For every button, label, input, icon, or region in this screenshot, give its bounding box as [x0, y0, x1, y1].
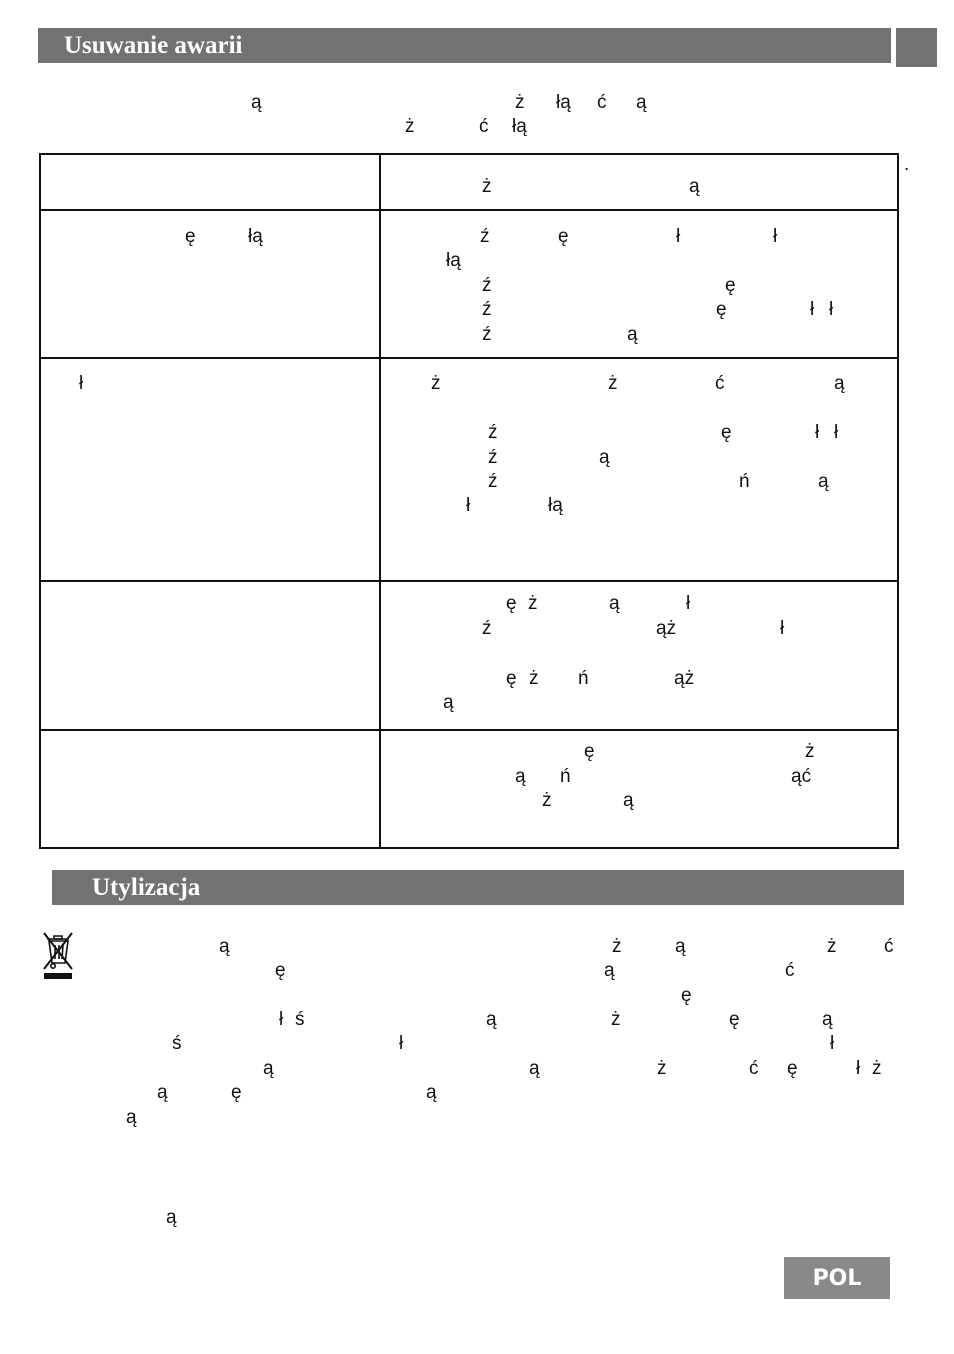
text-fragment: ł [815, 422, 820, 443]
crossed-out-wheelie-bin-icon [38, 927, 78, 983]
table-row-divider [39, 209, 899, 211]
table-row-divider [39, 357, 899, 359]
table-row-divider [39, 580, 899, 582]
text-fragment: ą [675, 936, 686, 957]
text-fragment: ę [185, 226, 196, 247]
table-row-divider [39, 729, 899, 731]
text-fragment: ą [834, 373, 845, 394]
text-fragment: ą [486, 1009, 497, 1030]
text-fragment: ź [488, 471, 498, 492]
text-fragment: ę [716, 299, 727, 320]
text-fragment: ą [219, 936, 230, 957]
text-fragment: ł [830, 1033, 835, 1054]
text-fragment: ą [166, 1207, 177, 1228]
text-fragment: ż [528, 593, 538, 614]
text-fragment: ą [157, 1082, 168, 1103]
text-fragment: ś [295, 1009, 305, 1030]
text-fragment: łą [548, 495, 563, 516]
text-fragment: ę [558, 226, 569, 247]
table-column-divider [379, 153, 381, 849]
text-fragment: ż [611, 1009, 621, 1030]
text-fragment: ć [749, 1058, 759, 1079]
text-fragment: ż [612, 936, 622, 957]
text-fragment: ą [818, 471, 829, 492]
text-fragment: ą [426, 1082, 437, 1103]
section-header-troubleshooting [38, 28, 891, 63]
text-fragment: ą [822, 1009, 833, 1030]
stray-dot: . [904, 154, 910, 175]
text-fragment: ż [542, 790, 552, 811]
language-badge: POL [784, 1257, 890, 1299]
text-fragment: ć [884, 936, 894, 957]
text-fragment: ł [780, 618, 785, 639]
text-fragment: ł [676, 226, 681, 247]
text-fragment: ą [627, 324, 638, 345]
text-fragment: ź [482, 324, 492, 345]
text-fragment: ę [231, 1082, 242, 1103]
text-fragment: ę [506, 668, 517, 689]
text-fragment: ę [725, 275, 736, 296]
text-fragment: ć [785, 960, 795, 981]
text-fragment: ń [560, 766, 571, 787]
header-tab-marker [896, 28, 937, 67]
section-header-disposal [52, 870, 904, 905]
text-fragment: ę [506, 593, 517, 614]
text-fragment: ł [686, 593, 691, 614]
text-fragment: ł [810, 299, 815, 320]
text-fragment: ąć [791, 766, 812, 787]
text-fragment: ą [263, 1058, 274, 1079]
text-fragment: ę [275, 960, 286, 981]
text-fragment: ż [608, 373, 618, 394]
text-fragment: ł [79, 373, 84, 394]
text-fragment: ą [604, 960, 615, 981]
text-fragment: ą [443, 692, 454, 713]
text-fragment: ł [466, 495, 471, 516]
text-fragment: łą [556, 92, 571, 113]
text-fragment: ł [834, 422, 839, 443]
text-fragment: ż [827, 936, 837, 957]
section-title: Usuwanie awarii [64, 31, 243, 59]
text-fragment: ź [488, 447, 498, 468]
text-fragment: ł [829, 299, 834, 320]
text-fragment: ź [488, 422, 498, 443]
text-fragment: łą [248, 226, 263, 247]
text-fragment: ł [856, 1058, 861, 1079]
text-fragment: ń [739, 471, 750, 492]
text-fragment: ąż [656, 618, 677, 639]
text-fragment: łą [512, 116, 527, 137]
text-fragment: ż [805, 741, 815, 762]
text-fragment: ż [872, 1058, 882, 1079]
text-fragment: ą [515, 766, 526, 787]
text-fragment: ę [729, 1009, 740, 1030]
text-fragment: ż [657, 1058, 667, 1079]
section-title: Utylizacja [92, 873, 201, 901]
text-fragment: ź [482, 275, 492, 296]
text-fragment: ć [597, 92, 607, 113]
text-fragment: ł [279, 1009, 284, 1030]
text-fragment: ę [787, 1058, 798, 1079]
text-fragment: ź [482, 299, 492, 320]
text-fragment: ą [636, 92, 647, 113]
text-fragment: ż [431, 373, 441, 394]
text-fragment: łą [446, 250, 461, 271]
text-fragment: ć [715, 373, 725, 394]
text-fragment: ń [578, 668, 589, 689]
text-fragment: ż [482, 176, 492, 197]
text-fragment: ą [599, 447, 610, 468]
text-fragment: ą [126, 1107, 137, 1128]
text-fragment: ą [251, 92, 262, 113]
text-fragment: ł [773, 226, 778, 247]
text-fragment: ą [623, 790, 634, 811]
text-fragment: ę [721, 422, 732, 443]
text-fragment: ę [681, 985, 692, 1006]
text-fragment: ć [479, 116, 489, 137]
text-fragment: ż [515, 92, 525, 113]
text-fragment: ś [172, 1033, 182, 1054]
text-fragment: ą [609, 593, 620, 614]
text-fragment: ę [584, 741, 595, 762]
text-fragment: ź [480, 226, 490, 247]
text-fragment: ł [399, 1033, 404, 1054]
text-fragment: ą [529, 1058, 540, 1079]
text-fragment: ź [482, 618, 492, 639]
text-fragment: ż [529, 668, 539, 689]
text-fragment: ż [405, 116, 415, 137]
text-fragment: ą [689, 176, 700, 197]
text-fragment: ąż [674, 668, 695, 689]
